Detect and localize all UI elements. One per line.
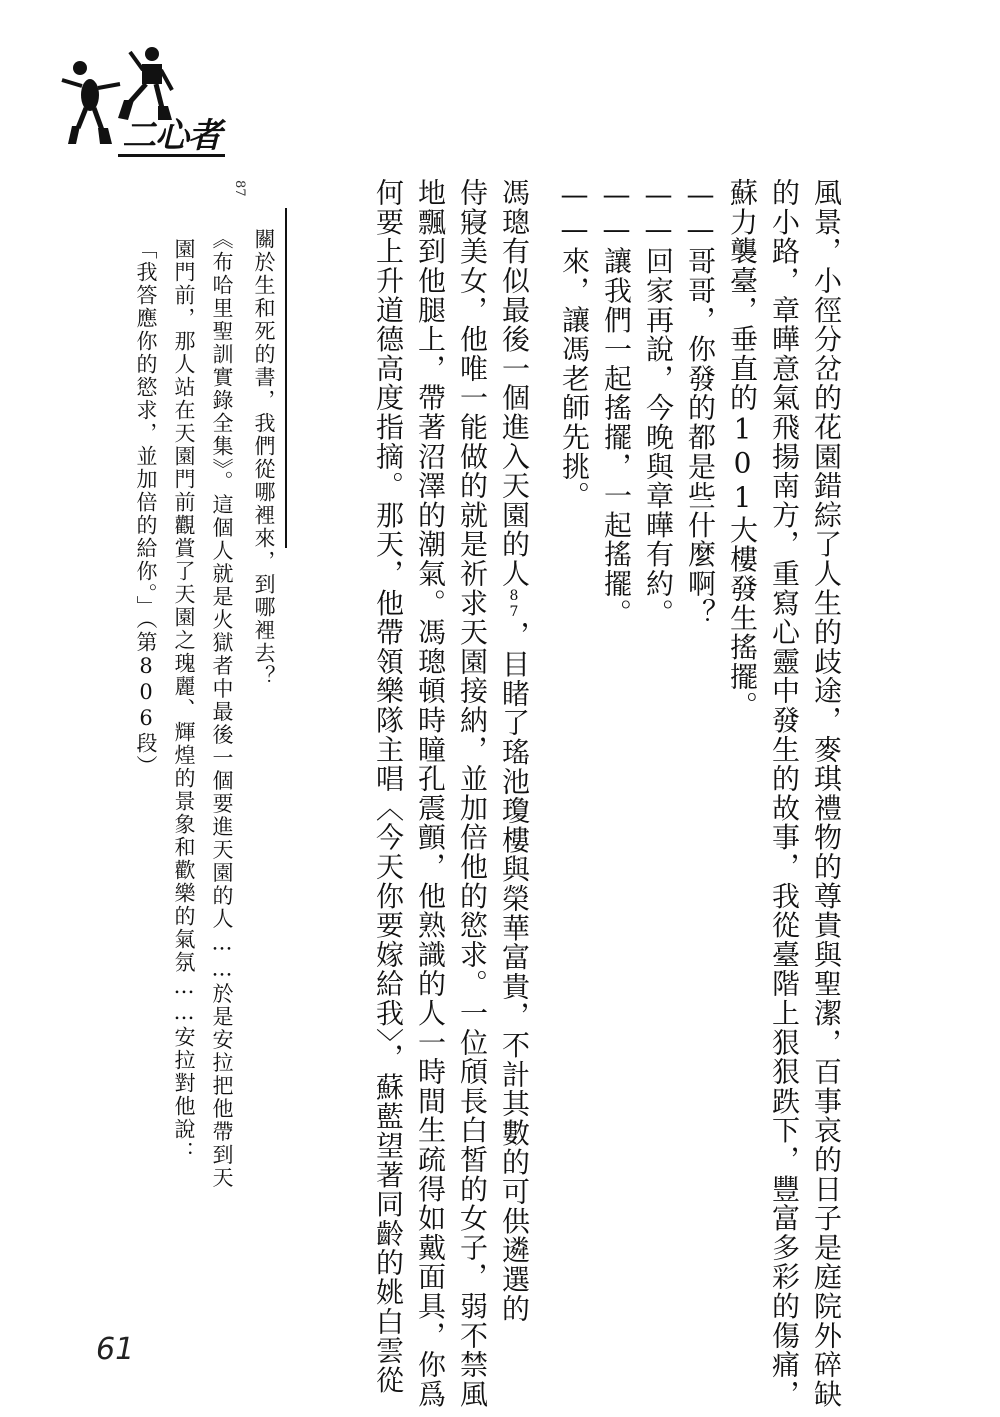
body-column-9: 侍寢美女，他唯一能做的就是祈求天園接納，並加倍他的慾求。一位頎長白皙的女子，弱不禁風 bbox=[456, 178, 489, 1409]
body-column-1: 風景，小徑分岔的花園錯綜了人生的歧途，麥琪禮物的尊貴與聖潔，百事哀的日子是庭院外碎缺 bbox=[810, 178, 843, 1409]
body-column-4: ——哥哥，你發的都是些什麼啊？ bbox=[684, 178, 717, 628]
body-column-11: 何要上升道德高度指摘。那天，他帶領樂隊主唱〈今天你要嫁給我〉，蘇藍望著同齡的姚白雲從 bbox=[372, 178, 405, 1395]
body-column-3: 蘇力襲臺，垂直的101大樓發生搖擺。 bbox=[726, 178, 759, 721]
footnote-separator bbox=[285, 208, 287, 548]
page-number: 61 bbox=[96, 1332, 135, 1367]
body-column-7: ——來，讓馮老師先挑。 bbox=[558, 178, 591, 511]
body-column-5: ——回家再說，今晚與章曄有約。 bbox=[642, 178, 675, 628]
footnote-column-1: 關於生和死的書，我們從哪裡來，到哪裡去？ bbox=[252, 228, 276, 688]
body-column-8-after: ，目睹了瑤池瓊樓與榮華富貴，不計其數的可供遴選的 bbox=[498, 620, 531, 1324]
body-column-8-before: 馮璁有似最後一個進入天園的人 bbox=[498, 178, 531, 589]
footnote-column-4: 「我答應你的慾求，並加倍的給你。」（第806段） bbox=[134, 238, 158, 778]
body-column-2: 的小路，章曄意氣飛揚南方，重寫心靈中發生的故事，我從臺階上狠狠跌下，豐富多彩的傷痛， bbox=[768, 178, 801, 1409]
logo-text: 二心者 bbox=[118, 118, 225, 157]
footnote-number: 87 bbox=[232, 180, 247, 197]
body-column-6: ——讓我們一起搖擺，一起搖擺。 bbox=[600, 178, 633, 628]
body-column-10: 地飄到他腿上，帶著沼澤的潮氣。馮璁頓時瞳孔震顫，他熟識的人一時間生疏得如戴面具，你爲 bbox=[414, 178, 447, 1409]
footnote-marker: 87 bbox=[506, 588, 522, 621]
footnote-column-2: 《布哈里聖訓實錄全集》。這個人就是火獄者中最後一個要進天園的人……於是安拉把他帶到天 bbox=[210, 228, 234, 1190]
footnote-column-3: 園門前，那人站在天園門前觀賞了天園之瑰麗、輝煌的景象和歡樂的氣氛……安拉對他說： bbox=[172, 238, 196, 1164]
body-column-8 bbox=[486, 178, 531, 1324]
